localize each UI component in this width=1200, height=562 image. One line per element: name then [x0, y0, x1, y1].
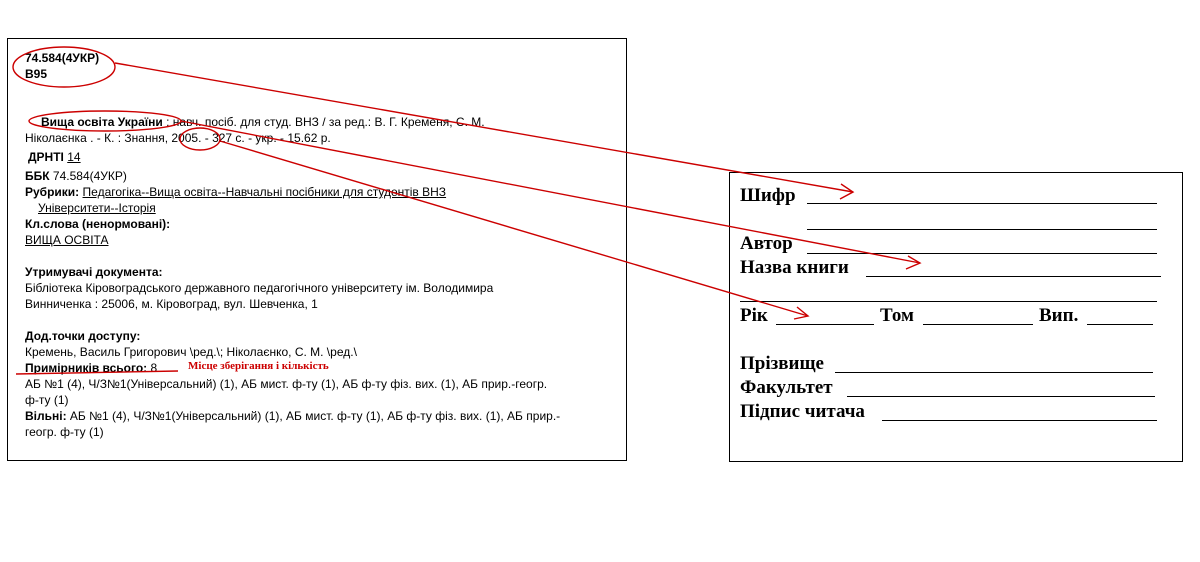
author-label: Автор	[740, 233, 793, 254]
rubrics-line	[25, 185, 446, 200]
faculty-line	[847, 396, 1155, 397]
surname-label: Прізвище	[740, 353, 824, 374]
line2-suffix: . - 327 с. - укр. - 15.62 р.	[198, 131, 331, 145]
holders-label: Утримувачі документа:	[25, 265, 163, 279]
udc-code: 74.584(4УКР)	[25, 51, 100, 65]
year-label: Рік	[740, 305, 768, 326]
bbk-value: 74.584(4УКР)	[52, 169, 127, 183]
book-title: Вища освіта України	[41, 115, 163, 129]
copies-total-value: 8	[150, 361, 158, 375]
rubrics-label: Рубрики:	[25, 185, 80, 199]
line2-prefix: Ніколаєнка . - К. : Знання,	[25, 131, 172, 145]
title-rest: : навч. посіб. для студ. ВНЗ / за ред.: В. Г. Кременя, С. М.	[162, 115, 485, 129]
faculty-label: Факультет	[740, 377, 833, 398]
volume-line	[923, 324, 1033, 325]
bibliographic-line-2	[25, 131, 331, 146]
copies-line-1: АБ №1 (4), Ч/З№1(Універсальний) (1), АБ мист. ф-ту (1), АБ ф-ту фіз. вих. (1), АБ прир.-геогр.	[25, 377, 548, 391]
year-line	[776, 324, 874, 325]
keyword-link[interactable]: ВИЩА ОСВІТА	[25, 233, 109, 247]
drnti-value[interactable]: 14	[67, 150, 81, 164]
bibliographic-line-1	[41, 115, 485, 130]
rubric-link-2[interactable]: Університети--Історія	[38, 201, 156, 215]
signature-line	[882, 420, 1157, 421]
access-points-value: Кремень, Василь Григорович \ред.\; Ніколаєнко, С. М. \ред.\	[25, 345, 357, 359]
copies-total-line	[25, 361, 157, 376]
cipher-line	[807, 203, 1157, 204]
book-title-line-2	[740, 301, 1157, 302]
publication-year: 2005	[171, 131, 199, 145]
drnti-label: ДРНТІ	[28, 150, 64, 164]
access-points-label: Дод.точки доступу:	[25, 329, 141, 343]
issue-line	[1087, 324, 1153, 325]
free-copies-line	[25, 409, 560, 424]
surname-line	[835, 372, 1153, 373]
holders-line-2: Винниченка : 25006, м. Кіровоград, вул. Шевченка, 1	[25, 297, 318, 311]
book-title-label: Назва книги	[740, 257, 849, 278]
copies-line-2: ф-ту (1)	[25, 393, 69, 407]
author-mark: В95	[25, 67, 48, 81]
holders-line-1: Бібліотека Кіровоградського державного педагогічного університету ім. Володимира	[25, 281, 494, 295]
free-copies-line-2: геогр. ф-ту (1)	[25, 425, 104, 439]
bbk-line	[25, 169, 127, 184]
cipher-label: Шифр	[740, 185, 796, 206]
rubric-link-1[interactable]: Педагогіка--Вища освіта--Навчальні посібники для студентів ВНЗ	[82, 185, 447, 199]
free-copies-value: АБ №1 (4), Ч/З№1(Універсальний) (1), АБ мист. ф-ту (1), АБ ф-ту фіз. вих. (1), АБ прир.-	[66, 409, 561, 423]
signature-label: Підпис читача	[740, 401, 865, 422]
drnti-line	[28, 150, 81, 165]
cipher-line-2	[807, 229, 1157, 230]
catalog-card	[7, 38, 627, 461]
volume-label: Том	[880, 305, 914, 326]
issue-label: Вип.	[1039, 305, 1079, 326]
bbk-label: ББК	[25, 169, 50, 183]
copies-total-label: Примірників всього:	[25, 361, 148, 375]
book-title-line	[866, 276, 1161, 277]
keywords-label: Кл.слова (ненормовані):	[25, 217, 171, 231]
storage-annotation: Місце зберігання і кількість	[188, 360, 329, 372]
author-line	[807, 253, 1157, 254]
free-copies-label: Вільні:	[25, 409, 67, 423]
